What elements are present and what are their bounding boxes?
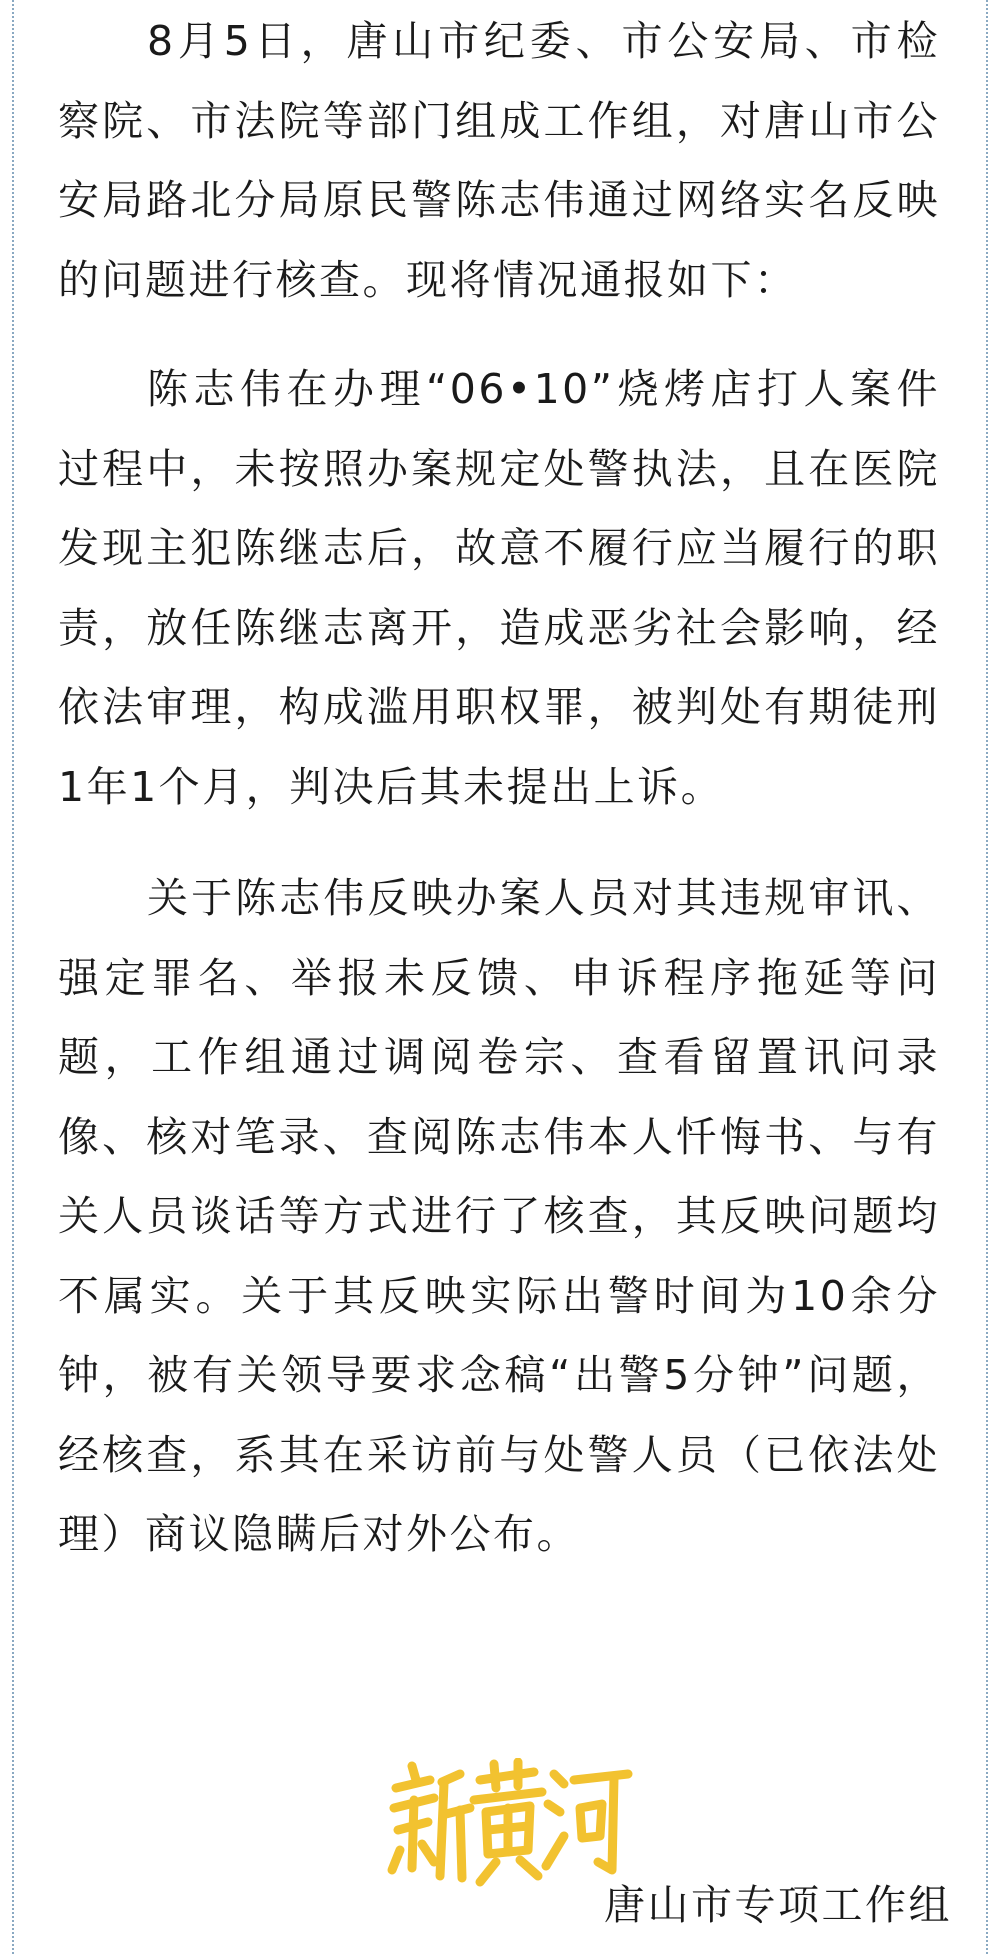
page-border-right	[986, 0, 988, 1954]
paragraph-investigation-findings: 关于陈志伟反映办案人员对其违规审讯、强定罪名、举报未反馈、申诉程序拖延等问题，工作组通过调阅卷宗、查看留置讯问录像、核对笔录、查阅陈志伟本人忏悔书、与有关人员谈话等方式进行了核查，其反映问题均不属实。关于其反映实际出警时间为10余分钟，被有关领导要求念稿“出警5分钟”问题，经核查，系其在采访前与处警人员（已依法处理）商议隐瞒后对外公布。	[58, 874, 940, 1558]
paragraph-case-verdict: 陈志伟在办理“06•10”烧烤店打人案件过程中，未按照办案规定处警执法，且在医院发现主犯陈继志后，故意不履行应当履行的职责，放任陈继志离开，造成恶劣社会影响，经依法审理，构成滥用职权罪，被判处有期徒刑1年1个月，判决后其未提出上诉。	[58, 365, 940, 811]
page-border-left	[12, 0, 14, 1954]
watermark-logo	[382, 1758, 634, 1888]
paragraph-intro: 8月5日，唐山市纪委、市公安局、市检察院、市法院等部门组成工作组，对唐山市公安局路北分局原民警陈志伟通过网络实名反映的问题进行核查。现将情况通报如下：	[58, 17, 940, 304]
signature-issuer: 唐山市专项工作组	[604, 1881, 952, 1929]
watermark-logo-graphic	[382, 1758, 634, 1888]
document-body	[58, 0, 940, 1575]
